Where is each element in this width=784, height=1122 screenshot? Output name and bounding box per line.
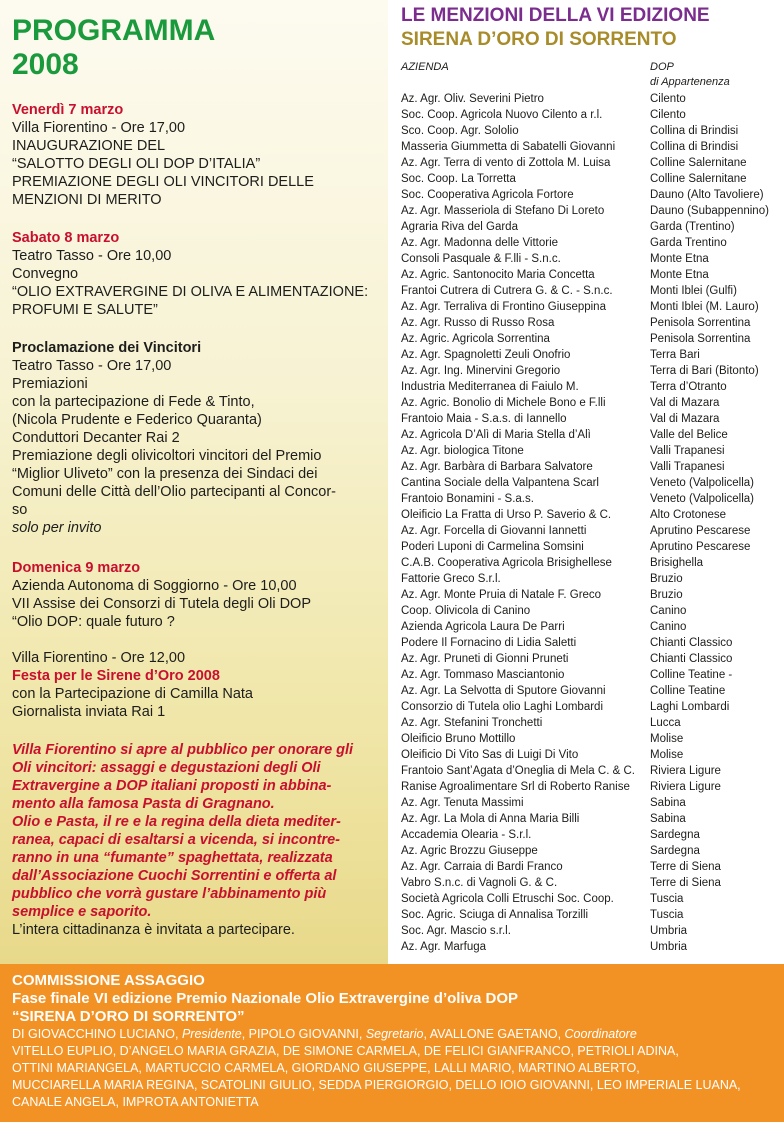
table-row <box>401 907 781 923</box>
saturday-line: PROFUMI E SALUTE” <box>12 302 158 318</box>
company-name: Soc. Agric. Sciuga di Annalisa Torzilli <box>401 909 589 921</box>
column-header-dop <box>650 60 730 90</box>
dop-name: Monti Iblei (Gulfi) <box>650 285 737 297</box>
company-name: Az. Agr. Russo di Russo Rosa <box>401 317 555 329</box>
dop-name: Terre di Siena <box>650 877 721 889</box>
dop-name: Molise <box>650 749 684 761</box>
table-row <box>401 299 781 315</box>
company-name: Agraria Riva del Garda <box>401 221 518 233</box>
table-row <box>401 251 781 267</box>
company-name: Cantina Sociale della Valpantena Scarl <box>401 477 599 489</box>
table-row <box>401 411 781 427</box>
dop-name: Lucca <box>650 717 681 729</box>
sunday-line: Azienda Autonoma di Soggiorno - Ore 10,00 <box>12 578 297 594</box>
table-row <box>401 603 781 619</box>
table-row <box>401 139 781 155</box>
table-row <box>401 475 781 491</box>
dop-name: Laghi Lombardi <box>650 701 730 713</box>
mentions-title: LE MENZIONI DELLA VI EDIZIONE <box>401 5 710 26</box>
proclamation-line: “Miglior Uliveto” con la presenza dei Sindaci dei <box>12 466 318 482</box>
mentions-table <box>401 91 781 955</box>
company-name: Azienda Agricola Laura De Parri <box>401 621 565 633</box>
company-name: Az. Agr. Spagnoletti Zeuli Onofrio <box>401 349 571 361</box>
table-row <box>401 283 781 299</box>
company-name: Az. Agr. biologica Titone <box>401 445 524 457</box>
table-row <box>401 651 781 667</box>
company-name: Az. Agric Brozzu Giuseppe <box>401 845 538 857</box>
company-name: Az. Agr. Stefanini Tronchetti <box>401 717 543 729</box>
dop-name: Valli Trapanesi <box>650 461 725 473</box>
company-name: Poderi Luponi di Carmelina Somsini <box>401 541 584 553</box>
table-row <box>401 635 781 651</box>
company-name: Frantoio Bonamini - S.a.s. <box>401 493 534 505</box>
table-row <box>401 379 781 395</box>
table-row <box>401 315 781 331</box>
dop-name: Aprutino Pescarese <box>650 541 751 553</box>
closing-block <box>12 741 384 939</box>
dop-name: Colline Teatine - <box>650 669 733 681</box>
saturday-line: “OLIO EXTRAVERGINE DI OLIVA E ALIMENTAZIONE: <box>12 284 369 300</box>
dop-name: Canino <box>650 605 687 617</box>
table-row <box>401 331 781 347</box>
program-title <box>12 14 312 82</box>
table-row <box>401 395 781 411</box>
dop-name: Collina di Brindisi <box>650 125 739 137</box>
company-name: Industria Mediterranea di Faiulo M. <box>401 381 579 393</box>
table-row <box>401 107 781 123</box>
company-name: Oleificio Bruno Mottillo <box>401 733 516 745</box>
proclamation-block <box>12 339 384 537</box>
sunday-line: Giornalista inviata Rai 1 <box>12 704 166 720</box>
dop-name: Terra Bari <box>650 349 700 361</box>
dop-name: Sardegna <box>650 829 700 841</box>
table-row <box>401 459 781 475</box>
closing-line: ranno in una “fumante” spaghettata, realizzata <box>12 850 333 866</box>
company-name: Soc. Coop. La Torretta <box>401 173 516 185</box>
company-name: Vabro S.n.c. di Vagnoli G. & C. <box>401 877 558 889</box>
invitation-note: solo per invito <box>12 520 102 536</box>
company-name: Frantoio Sant’Agata d’Oneglia di Mela C. & C. <box>401 765 635 777</box>
commission-panel <box>0 964 784 1122</box>
dop-name: Terra di Bari (Bitonto) <box>650 365 759 377</box>
company-name: Oleificio La Fratta di Urso P. Saverio & C. <box>401 509 612 521</box>
closing-line: Olio e Pasta, il re e la regina della dieta mediter- <box>12 814 341 830</box>
table-row <box>401 203 781 219</box>
dop-name: Umbria <box>650 941 688 953</box>
table-row <box>401 523 781 539</box>
dop-name: Molise <box>650 733 684 745</box>
closing-line: ranea, capaci di esaltarsi a vicenda, si incontre- <box>12 832 341 848</box>
dop-name: Veneto (Valpolicella) <box>650 477 754 489</box>
closing-line: semplice e saporito. <box>12 904 152 920</box>
company-name: Az. Agr. Forcella di Giovanni Iannetti <box>401 525 587 537</box>
company-name: Accademia Olearia - S.r.l. <box>401 829 532 841</box>
dop-name: Bruzio <box>650 589 683 601</box>
table-row <box>401 363 781 379</box>
table-row <box>401 747 781 763</box>
table-row <box>401 507 781 523</box>
commission-heading: COMMISSIONE ASSAGGIO <box>12 972 205 989</box>
closing-line: pubblico che vorrà gustare l’abbinamento più <box>12 886 327 902</box>
column-header-dop-line2: di Appartenenza <box>650 76 730 88</box>
company-name: Az. Agr. Tommaso Masciantonio <box>401 669 565 681</box>
dop-name: Monte Etna <box>650 253 709 265</box>
table-row <box>401 795 781 811</box>
dop-name: Garda (Trentino) <box>650 221 735 233</box>
dop-name: Tuscia <box>650 893 684 905</box>
company-name: C.A.B. Cooperativa Agricola Brisighellese <box>401 557 612 569</box>
friday-block <box>12 101 384 209</box>
table-row <box>401 779 781 795</box>
company-name: Az. Agr. Madonna delle Vittorie <box>401 237 559 249</box>
friday-line: MENZIONI DI MERITO <box>12 192 162 208</box>
table-row <box>401 219 781 235</box>
table-row <box>401 715 781 731</box>
company-name: Frantoio Maia - S.a.s. di Iannello <box>401 413 567 425</box>
table-row <box>401 539 781 555</box>
proclamation-line: (Nicola Prudente e Federico Quaranta) <box>12 412 262 428</box>
table-row <box>401 587 781 603</box>
dop-name: Aprutino Pescarese <box>650 525 751 537</box>
company-name: Az. Agr. Carraia di Bardi Franco <box>401 861 563 873</box>
table-row <box>401 683 781 699</box>
sunday-heading: Domenica 9 marzo <box>12 560 141 576</box>
table-row <box>401 939 781 955</box>
company-name: Soc. Coop. Agricola Nuovo Cilento a r.l. <box>401 109 603 121</box>
friday-line: “SALOTTO DEGLI OLI DOP D’ITALIA” <box>12 156 261 172</box>
dop-name: Terre di Siena <box>650 861 721 873</box>
closing-line: Oli vincitori: assaggi e degustazioni degli Oli <box>12 760 321 776</box>
company-name: Podere Il Fornacino di Lidia Saletti <box>401 637 577 649</box>
company-name: Masseria Giummetta di Sabatelli Giovanni <box>401 141 616 153</box>
table-row <box>401 443 781 459</box>
table-row <box>401 267 781 283</box>
company-name: Consorzio di Tutela olio Laghi Lombardi <box>401 701 604 713</box>
dop-name: Chianti Classico <box>650 653 733 665</box>
proclamation-line: Comuni delle Città dell’Olio partecipanti al Concor- <box>12 484 336 500</box>
proclamation-line: con la partecipazione di Fede & Tinto, <box>12 394 255 410</box>
company-name: Ranise Agroalimentare Srl di Roberto Ranise <box>401 781 630 793</box>
dop-name: Colline Salernitane <box>650 173 747 185</box>
table-row <box>401 731 781 747</box>
table-row <box>401 571 781 587</box>
table-row <box>401 875 781 891</box>
company-name: Az. Agric. Bonolio di Michele Bono e F.lli <box>401 397 606 409</box>
dop-name: Val di Mazara <box>650 397 720 409</box>
party-heading: Festa per le Sirene d’Oro 2008 <box>12 668 220 684</box>
sunday-line: “Olio DOP: quale futuro ? <box>12 614 175 630</box>
company-name: Az. Agr. Terraliva di Frontino Giuseppina <box>401 301 606 313</box>
dop-name: Colline Salernitane <box>650 157 747 169</box>
company-name: Az. Agr. Oliv. Severini Pietro <box>401 93 544 105</box>
table-row <box>401 91 781 107</box>
commission-award-name: “SIRENA D’ORO DI SORRENTO” <box>12 1008 245 1025</box>
commission-subheading: Fase finale VI edizione Premio Nazionale Olio Extravergine d’oliva DOP <box>12 990 518 1007</box>
dop-name: Bruzio <box>650 573 683 585</box>
proclamation-line: Teatro Tasso - Ore 17,00 <box>12 358 172 374</box>
sunday-line: VII Assise dei Consorzi di Tutela degli Oli DOP <box>12 596 311 612</box>
table-row <box>401 347 781 363</box>
table-row <box>401 667 781 683</box>
company-name: Az. Agr. La Selvotta di Sputore Giovanni <box>401 685 606 697</box>
table-row <box>401 763 781 779</box>
table-row <box>401 923 781 939</box>
table-row <box>401 427 781 443</box>
saturday-line: Teatro Tasso - Ore 10,00 <box>12 248 172 264</box>
dop-name: Chianti Classico <box>650 637 733 649</box>
friday-line: PREMIAZIONE DEGLI OLI VINCITORI DELLE <box>12 174 314 190</box>
company-name: Società Agricola Colli Etruschi Soc. Coop. <box>401 893 614 905</box>
mentions-subtitle: SIRENA D’ORO DI SORRENTO <box>401 29 677 50</box>
dop-name: Val di Mazara <box>650 413 720 425</box>
dop-name: Riviera Ligure <box>650 781 721 793</box>
proclamation-line: Premiazione degli olivicoltori vincitori del Premio <box>12 448 322 464</box>
proclamation-line: Conduttori Decanter Rai 2 <box>12 430 180 446</box>
dop-name: Dauno (Alto Tavoliere) <box>650 189 764 201</box>
closing-line: mento alla famosa Pasta di Gragnano. <box>12 796 275 812</box>
company-name: Consoli Pasquale & F.lli - S.n.c. <box>401 253 561 265</box>
dop-name: Terra d’Otranto <box>650 381 727 393</box>
table-row <box>401 235 781 251</box>
dop-name: Umbria <box>650 925 688 937</box>
friday-heading: Venerdì 7 marzo <box>12 102 124 118</box>
table-row <box>401 155 781 171</box>
company-name: Oleificio Di Vito Sas di Luigi Di Vito <box>401 749 579 761</box>
table-row <box>401 891 781 907</box>
closing-line: Extravergine a DOP italiani proposti in abbina- <box>12 778 332 794</box>
company-name: Az. Agricola D’Alì di Maria Stella d’Alì <box>401 429 591 441</box>
company-name: Az. Agr. Barbàra di Barbara Salvatore <box>401 461 593 473</box>
company-name: Az. Agr. Marfuga <box>401 941 487 953</box>
dop-name: Dauno (Subappennino) <box>650 205 769 217</box>
friday-line: Villa Fiorentino - Ore 17,00 <box>12 120 186 136</box>
closing-line: Villa Fiorentino si apre al pubblico per onorare gli <box>12 742 354 758</box>
closing-invite: L’intera cittadinanza è invitata a partecipare. <box>12 922 295 938</box>
company-name: Frantoi Cutrera di Cutrera G. & C. - S.n.c. <box>401 285 613 297</box>
commission-line: CANALE ANGELA, IMPROTA ANTONIETTA <box>12 1095 259 1109</box>
program-title-year: 2008 <box>12 48 79 81</box>
table-row <box>401 491 781 507</box>
sunday-line: con la Partecipazione di Camilla Nata <box>12 686 253 702</box>
dop-name: Collina di Brindisi <box>650 141 739 153</box>
company-name: Az. Agr. Tenuta Massimi <box>401 797 524 809</box>
company-name: Az. Agr. Terra di vento di Zottola M. Luisa <box>401 157 611 169</box>
dop-name: Canino <box>650 621 687 633</box>
table-row <box>401 123 781 139</box>
sunday-venue: Villa Fiorentino - Ore 12,00 <box>12 650 186 666</box>
dop-name: Brisighella <box>650 557 704 569</box>
dop-name: Alto Crotonese <box>650 509 727 521</box>
program-title-line1: PROGRAMMA <box>12 14 216 47</box>
proclamation-line: so <box>12 502 28 518</box>
table-row <box>401 187 781 203</box>
dop-name: Cilento <box>650 93 686 105</box>
dop-name: Colline Teatine <box>650 685 726 697</box>
company-name: Az. Agric. Agricola Sorrentina <box>401 333 550 345</box>
dop-name: Valle del Belice <box>650 429 728 441</box>
company-name: Soc. Agr. Mascio s.r.l. <box>401 925 511 937</box>
company-name: Az. Agr. Masseriola di Stefano Di Loreto <box>401 205 605 217</box>
dop-name: Veneto (Valpolicella) <box>650 493 754 505</box>
friday-line: INAUGURAZIONE DEL <box>12 138 166 154</box>
dop-name: Cilento <box>650 109 686 121</box>
table-row <box>401 171 781 187</box>
proclamation-line: Premiazioni <box>12 376 88 392</box>
table-row <box>401 699 781 715</box>
dop-name: Monti Iblei (M. Lauro) <box>650 301 759 313</box>
company-name: Az. Agr. Ing. Minervini Gregorio <box>401 365 561 377</box>
table-row <box>401 555 781 571</box>
saturday-heading: Sabato 8 marzo <box>12 230 120 246</box>
dop-name: Tuscia <box>650 909 684 921</box>
column-header-dop-line1: DOP <box>650 61 674 73</box>
company-name: Sco. Coop. Agr. Sololio <box>401 125 519 137</box>
dop-name: Sabina <box>650 813 686 825</box>
company-name: Az. Agric. Santonocito Maria Concetta <box>401 269 595 281</box>
program-panel <box>0 0 388 964</box>
dop-name: Riviera Ligure <box>650 765 721 777</box>
company-name: Coop. Olivicola di Canino <box>401 605 531 617</box>
commission-line: VITELLO EUPLIO, D’ANGELO MARIA GRAZIA, DE SIMONE CARMELA, DE FELICI GIANFRANCO, PETRIOLI ADINA, <box>12 1044 679 1058</box>
dop-name: Valli Trapanesi <box>650 445 725 457</box>
dop-name: Penisola Sorrentina <box>650 333 751 345</box>
company-name: Az. Agr. La Mola di Anna Maria Billi <box>401 813 580 825</box>
commission-line: OTTINI MARIANGELA, MARTUCCIO CARMELA, GIORDANO GIUSEPPE, LALLI MARIO, MARTINO ALBERTO, <box>12 1061 640 1075</box>
commission-line: DI GIOVACCHINO LUCIANO, Presidente, PIPOLO GIOVANNI, Segretario, AVALLONE GAETANO, Coordinatore <box>12 1027 637 1041</box>
saturday-line: Convegno <box>12 266 79 282</box>
column-header-azienda: AZIENDA <box>401 61 449 73</box>
closing-line: dall’Associazione Cuochi Sorrentini e offerta al <box>12 868 337 884</box>
dop-name: Penisola Sorrentina <box>650 317 751 329</box>
table-row <box>401 619 781 635</box>
company-name: Fattorie Greco S.r.l. <box>401 573 501 585</box>
dop-name: Monte Etna <box>650 269 709 281</box>
dop-name: Sabina <box>650 797 686 809</box>
table-row <box>401 843 781 859</box>
company-name: Soc. Cooperativa Agricola Fortore <box>401 189 574 201</box>
table-row <box>401 811 781 827</box>
dop-name: Garda Trentino <box>650 237 727 249</box>
commission-line: MUCCIARELLA MARIA REGINA, SCATOLINI GIULIO, SEDDA PIERGIORGIO, DELLO IOIO GIOVANNI, LEO IMPERIALE LUANA, <box>12 1078 741 1092</box>
company-name: Az. Agr. Pruneti di Gionni Pruneti <box>401 653 569 665</box>
proclamation-heading: Proclamazione dei Vincitori <box>12 340 202 356</box>
company-name: Az. Agr. Monte Pruia di Natale F. Greco <box>401 589 602 601</box>
dop-name: Sardegna <box>650 845 700 857</box>
table-row <box>401 827 781 843</box>
saturday-block <box>12 229 384 319</box>
table-row <box>401 859 781 875</box>
sunday-block <box>12 559 384 721</box>
